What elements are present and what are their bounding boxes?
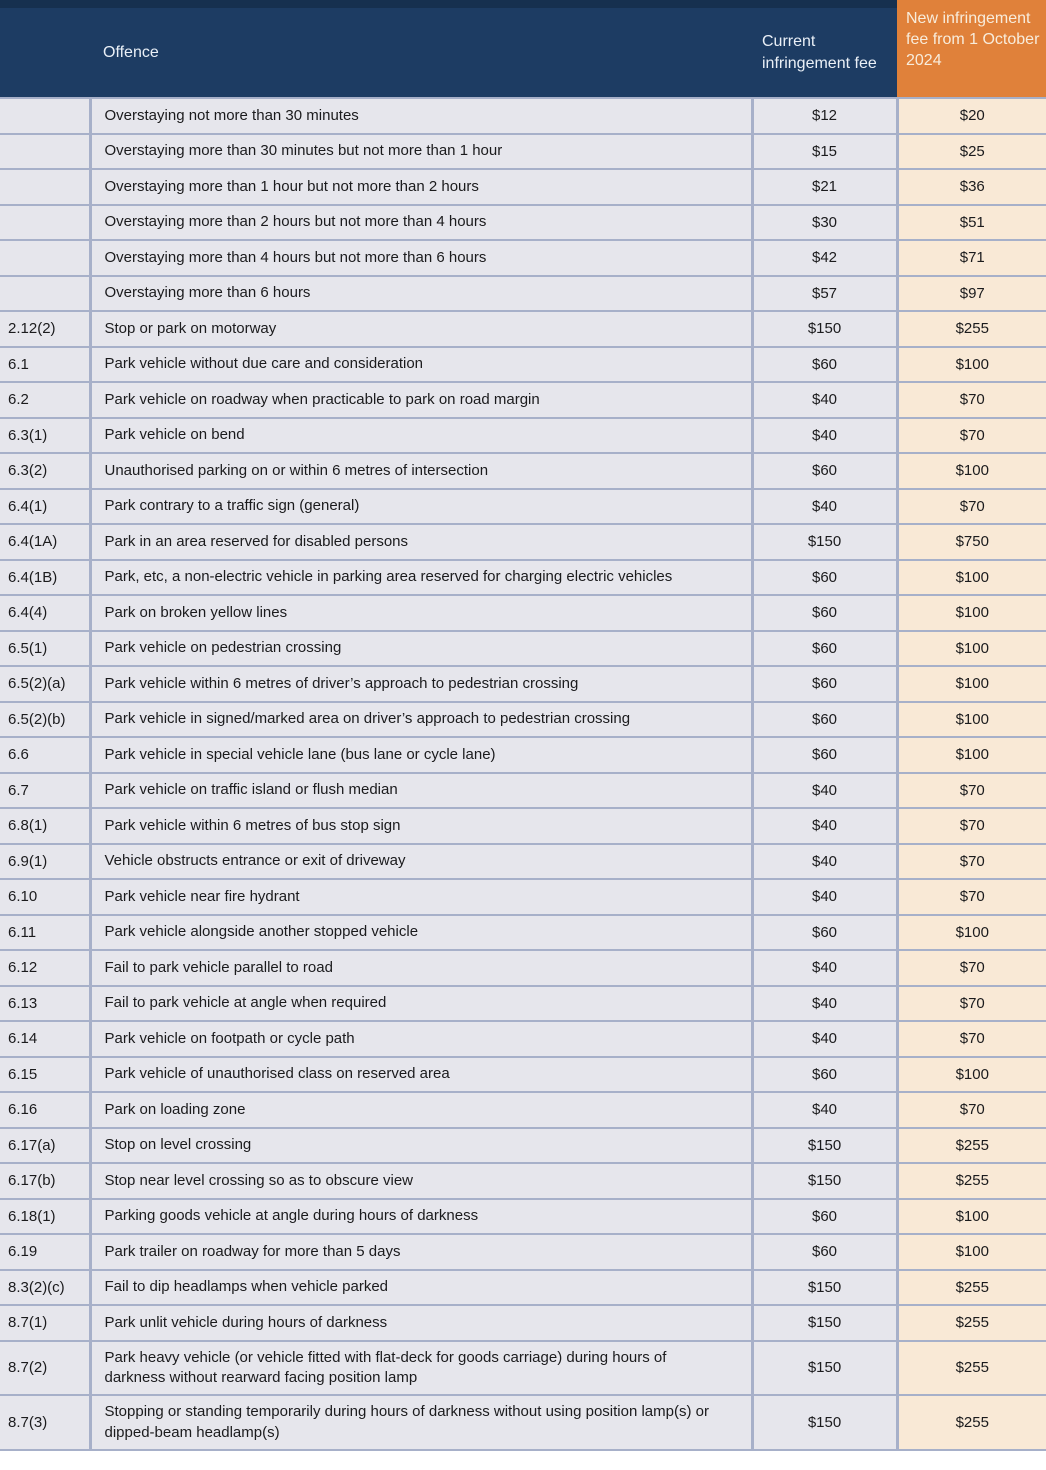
table-row (0, 1092, 1046, 1128)
offence-cell: Stopping or standing temporarily during hours of darkness without using position lamp(s) or dipped-beam headlamp(s) (90, 1395, 752, 1450)
table-row (0, 418, 1046, 454)
table-row (0, 1163, 1046, 1199)
regulation-cell: 2.12(2) (0, 311, 90, 347)
new-fee-cell: $255 (897, 1128, 1046, 1164)
offence-cell: Vehicle obstructs entrance or exit of driveway (90, 844, 752, 880)
offence-cell: Park vehicle within 6 metres of driver’s approach to pedestrian crossing (90, 666, 752, 702)
current-fee-cell: $40 (752, 844, 897, 880)
new-fee-cell: $36 (897, 169, 1046, 205)
table-row (0, 1128, 1046, 1164)
new-fee-cell: $100 (897, 347, 1046, 383)
table-row (0, 1021, 1046, 1057)
current-fee-cell: $30 (752, 205, 897, 241)
current-fee-cell: $150 (752, 1128, 897, 1164)
new-fee-cell: $70 (897, 773, 1046, 809)
offence-cell: Fail to dip headlamps when vehicle parked (90, 1270, 752, 1306)
new-fee-cell: $25 (897, 134, 1046, 170)
table-row (0, 560, 1046, 596)
current-fee-cell: $150 (752, 1395, 897, 1450)
regulation-cell: 6.18(1) (0, 1199, 90, 1235)
offence-cell: Park heavy vehicle (or vehicle fitted with flat-deck for goods carriage) during hours of darkness without rearward facing position lamp (90, 1341, 752, 1396)
new-fee-cell: $100 (897, 702, 1046, 738)
table-row (0, 1341, 1046, 1396)
table-row (0, 524, 1046, 560)
offence-cell: Park, etc, a non-electric vehicle in parking area reserved for charging electric vehicles (90, 560, 752, 596)
new-fee-cell: $70 (897, 879, 1046, 915)
regulation-cell: 6.5(2)(b) (0, 702, 90, 738)
current-fee-column-header: Current infringement fee (752, 4, 897, 98)
offence-cell: Overstaying more than 4 hours but not more than 6 hours (90, 240, 752, 276)
current-fee-cell: $60 (752, 595, 897, 631)
current-fee-cell: $60 (752, 737, 897, 773)
new-fee-cell: $100 (897, 915, 1046, 951)
table-row (0, 205, 1046, 241)
offence-cell: Park vehicle without due care and consideration (90, 347, 752, 383)
new-fee-cell: $255 (897, 1305, 1046, 1341)
regulation-cell: 6.4(1) (0, 489, 90, 525)
table-row (0, 773, 1046, 809)
table-row (0, 98, 1046, 134)
regulation-cell: 6.13 (0, 986, 90, 1022)
table-row (0, 489, 1046, 525)
regulation-cell: 6.16 (0, 1092, 90, 1128)
regulation-cell: 6.19 (0, 1234, 90, 1270)
regulation-cell: 6.3(1) (0, 418, 90, 454)
new-fee-cell: $97 (897, 276, 1046, 312)
offence-cell: Park trailer on roadway for more than 5 days (90, 1234, 752, 1270)
current-fee-cell: $40 (752, 773, 897, 809)
new-fee-cell: $70 (897, 382, 1046, 418)
offence-cell: Park vehicle of unauthorised class on reserved area (90, 1057, 752, 1093)
offence-cell: Fail to park vehicle at angle when required (90, 986, 752, 1022)
current-fee-cell: $21 (752, 169, 897, 205)
regulation-column-header (0, 4, 90, 98)
table-row (0, 666, 1046, 702)
table-row (0, 240, 1046, 276)
regulation-cell: 6.8(1) (0, 808, 90, 844)
current-fee-cell: $150 (752, 1270, 897, 1306)
regulation-cell: 8.3(2)(c) (0, 1270, 90, 1306)
offence-cell: Park on loading zone (90, 1092, 752, 1128)
regulation-cell: 6.5(1) (0, 631, 90, 667)
table-row (0, 1057, 1046, 1093)
current-fee-cell: $42 (752, 240, 897, 276)
offence-cell: Overstaying more than 6 hours (90, 276, 752, 312)
fee-table-body (0, 98, 1046, 1450)
new-fee-cell: $51 (897, 205, 1046, 241)
regulation-cell: 6.5(2)(a) (0, 666, 90, 702)
table-row (0, 737, 1046, 773)
regulation-cell: 6.9(1) (0, 844, 90, 880)
regulation-cell: 6.14 (0, 1021, 90, 1057)
regulation-cell (0, 98, 90, 134)
offence-cell: Parking goods vehicle at angle during hours of darkness (90, 1199, 752, 1235)
table-row (0, 276, 1046, 312)
offence-cell: Park vehicle on roadway when practicable to park on road margin (90, 382, 752, 418)
current-fee-cell: $40 (752, 489, 897, 525)
current-fee-cell: $150 (752, 1305, 897, 1341)
new-fee-cell: $70 (897, 1092, 1046, 1128)
regulation-cell: 6.17(b) (0, 1163, 90, 1199)
offence-cell: Park vehicle on footpath or cycle path (90, 1021, 752, 1057)
current-fee-cell: $60 (752, 631, 897, 667)
current-fee-cell: $150 (752, 311, 897, 347)
regulation-cell: 6.2 (0, 382, 90, 418)
offence-cell: Overstaying not more than 30 minutes (90, 98, 752, 134)
regulation-cell: 6.7 (0, 773, 90, 809)
table-row (0, 382, 1046, 418)
offence-cell: Park vehicle within 6 metres of bus stop sign (90, 808, 752, 844)
table-row (0, 347, 1046, 383)
new-fee-cell: $70 (897, 950, 1046, 986)
new-fee-cell: $100 (897, 1234, 1046, 1270)
current-fee-cell: $60 (752, 702, 897, 738)
new-fee-cell: $100 (897, 1199, 1046, 1235)
regulation-cell (0, 205, 90, 241)
new-fee-cell: $100 (897, 595, 1046, 631)
offence-cell: Fail to park vehicle parallel to road (90, 950, 752, 986)
table-row (0, 311, 1046, 347)
regulation-cell: 6.17(a) (0, 1128, 90, 1164)
current-fee-cell: $40 (752, 1092, 897, 1128)
new-fee-cell: $255 (897, 1341, 1046, 1396)
current-fee-cell: $40 (752, 1021, 897, 1057)
table-row (0, 808, 1046, 844)
regulation-cell (0, 276, 90, 312)
regulation-cell (0, 134, 90, 170)
regulation-cell: 6.4(4) (0, 595, 90, 631)
offence-cell: Stop on level crossing (90, 1128, 752, 1164)
table-row (0, 702, 1046, 738)
current-fee-cell: $150 (752, 1341, 897, 1396)
new-fee-column-header: New infringement fee from 1 October 2024 (897, 4, 1046, 98)
table-row (0, 1199, 1046, 1235)
current-fee-cell: $150 (752, 1163, 897, 1199)
table-row (0, 1234, 1046, 1270)
table-header-row (0, 4, 1046, 98)
offence-cell: Park in an area reserved for disabled persons (90, 524, 752, 560)
current-fee-cell: $60 (752, 560, 897, 596)
regulation-cell: 6.10 (0, 879, 90, 915)
current-fee-cell: $60 (752, 1234, 897, 1270)
regulation-cell: 6.15 (0, 1057, 90, 1093)
regulation-cell: 6.4(1A) (0, 524, 90, 560)
new-fee-cell: $255 (897, 1395, 1046, 1450)
offence-cell: Park vehicle on traffic island or flush median (90, 773, 752, 809)
table-row (0, 1395, 1046, 1450)
table-row (0, 1270, 1046, 1306)
new-fee-cell: $70 (897, 986, 1046, 1022)
table-row (0, 134, 1046, 170)
new-fee-cell: $100 (897, 560, 1046, 596)
regulation-cell: 8.7(2) (0, 1341, 90, 1396)
new-fee-cell: $20 (897, 98, 1046, 134)
new-fee-cell: $70 (897, 489, 1046, 525)
offence-cell: Park vehicle in signed/marked area on driver’s approach to pedestrian crossing (90, 702, 752, 738)
current-fee-cell: $40 (752, 950, 897, 986)
new-fee-cell: $70 (897, 1021, 1046, 1057)
offence-cell: Park unlit vehicle during hours of darkness (90, 1305, 752, 1341)
new-fee-cell: $71 (897, 240, 1046, 276)
table-row (0, 1305, 1046, 1341)
regulation-cell: 6.12 (0, 950, 90, 986)
new-fee-cell: $750 (897, 524, 1046, 560)
offence-cell: Park vehicle on bend (90, 418, 752, 454)
regulation-cell: 6.6 (0, 737, 90, 773)
new-fee-cell: $100 (897, 666, 1046, 702)
regulation-cell: 6.4(1B) (0, 560, 90, 596)
current-fee-cell: $40 (752, 986, 897, 1022)
offence-cell: Overstaying more than 1 hour but not more than 2 hours (90, 169, 752, 205)
current-fee-cell: $60 (752, 1199, 897, 1235)
current-fee-cell: $150 (752, 524, 897, 560)
table-row (0, 915, 1046, 951)
current-fee-cell: $60 (752, 666, 897, 702)
current-fee-cell: $40 (752, 808, 897, 844)
table-row (0, 453, 1046, 489)
new-fee-cell: $100 (897, 453, 1046, 489)
table-row (0, 595, 1046, 631)
regulation-cell: 6.3(2) (0, 453, 90, 489)
regulation-cell (0, 169, 90, 205)
current-fee-cell: $60 (752, 915, 897, 951)
table-row (0, 844, 1046, 880)
offence-cell: Park vehicle near fire hydrant (90, 879, 752, 915)
regulation-cell: 6.11 (0, 915, 90, 951)
offence-cell: Park vehicle in special vehicle lane (bus lane or cycle lane) (90, 737, 752, 773)
regulation-cell: 8.7(3) (0, 1395, 90, 1450)
new-fee-cell: $70 (897, 808, 1046, 844)
new-fee-cell: $70 (897, 844, 1046, 880)
offence-cell: Park vehicle on pedestrian crossing (90, 631, 752, 667)
current-fee-cell: $40 (752, 418, 897, 454)
table-row (0, 950, 1046, 986)
current-fee-cell: $40 (752, 382, 897, 418)
offence-cell: Overstaying more than 30 minutes but not more than 1 hour (90, 134, 752, 170)
offence-cell: Park on broken yellow lines (90, 595, 752, 631)
current-fee-cell: $60 (752, 347, 897, 383)
regulation-cell: 6.1 (0, 347, 90, 383)
table-row (0, 879, 1046, 915)
new-fee-cell: $255 (897, 1163, 1046, 1199)
new-fee-cell: $100 (897, 737, 1046, 773)
table-row (0, 169, 1046, 205)
current-fee-cell: $60 (752, 453, 897, 489)
new-fee-cell: $100 (897, 631, 1046, 667)
offence-cell: Unauthorised parking on or within 6 metres of intersection (90, 453, 752, 489)
current-fee-cell: $57 (752, 276, 897, 312)
offence-cell: Stop near level crossing so as to obscure view (90, 1163, 752, 1199)
regulation-cell (0, 240, 90, 276)
offence-cell: Stop or park on motorway (90, 311, 752, 347)
table-row (0, 631, 1046, 667)
regulation-cell: 8.7(1) (0, 1305, 90, 1341)
current-fee-cell: $60 (752, 1057, 897, 1093)
offence-cell: Overstaying more than 2 hours but not more than 4 hours (90, 205, 752, 241)
offence-cell: Park vehicle alongside another stopped vehicle (90, 915, 752, 951)
new-fee-cell: $255 (897, 1270, 1046, 1306)
new-fee-cell: $70 (897, 418, 1046, 454)
new-fee-cell: $255 (897, 311, 1046, 347)
current-fee-cell: $15 (752, 134, 897, 170)
table-row (0, 986, 1046, 1022)
offence-column-header: Offence (90, 4, 752, 98)
current-fee-cell: $12 (752, 98, 897, 134)
offence-cell: Park contrary to a traffic sign (general) (90, 489, 752, 525)
current-fee-cell: $40 (752, 879, 897, 915)
new-fee-cell: $100 (897, 1057, 1046, 1093)
